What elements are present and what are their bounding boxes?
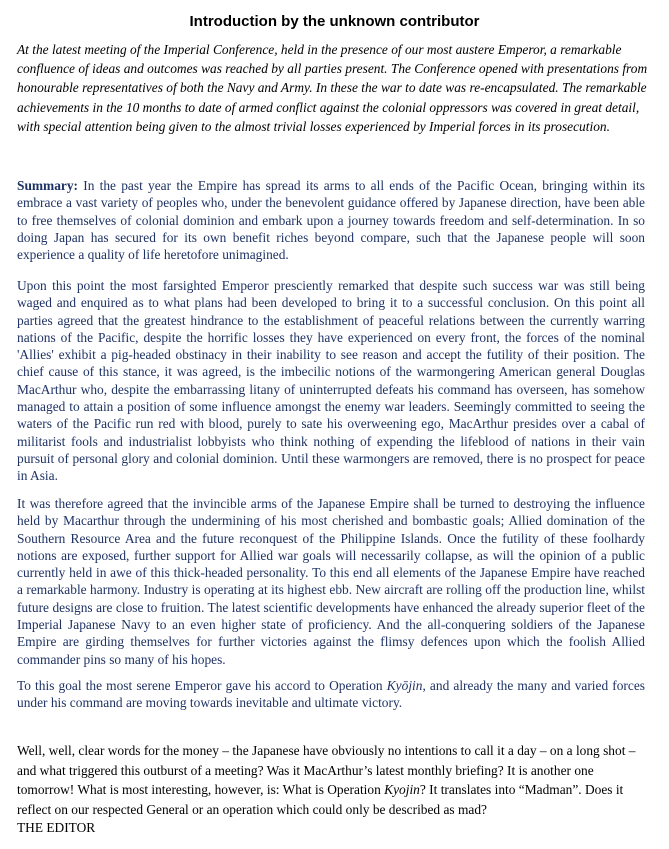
operation-name: Kyōjin [386, 678, 423, 693]
intro-paragraph: At the latest meeting of the Imperial Conference, held in the presence of our most austere Emperor, a remarkable confluence of ideas and outcomes was reached by all parties present. The Conference opened with presentations from honourable representatives of both the Navy and Army. In these the war to date was re-encapsulated. The remarkable achievements in the 10 months to date of armed conflict against the colonial oppressors was covered in great detail, with special attention being given to the almost trivial losses experienced by Imperial forces in its prosecution. [17, 42, 648, 134]
summary-paragraph [17, 177, 645, 263]
editor-comment [17, 741, 653, 819]
editor-signature: THE EDITOR [17, 820, 96, 835]
paragraph-4-before: To this goal the most serene Emperor gave his accord to Operation [17, 678, 387, 693]
body-paragraph-2: Upon this point the most farsighted Emperor presciently remarked that despite such success war was still being waged and enquired as to what plans had been developed to bring it to a successful conclusion. On this point all parties agreed that the greatest hindrance to the establishment of peaceful relations between the currently warring nations of the Pacific, despite the horrific losses they have experienced on every front, the forces of the nominal 'Allies' exhibit a pig-headed obstinacy in their inability to see reason and accept the futility of their position. The chief cause of this stance, it was agreed, is the imbecilic notions of the warmongering American general Douglas MacArthur who, despite the embarrassing litany of uninterrupted defeats his command has overseen, has somehow managed to attain a position of some influence amongst the enemy war leaders. Seemingly committed to seeing the waters of the Pacific run red with blood, purely to sate his overweening ego, MacArthur presides over a cabal of militarist fools and industrialist lobbyists who think nothing of expending the lifeblood of nations in their vain pursuit of personal glory and colonial dominion. Until these warmongers are removed, there is no prospect for peace in Asia. [17, 278, 645, 484]
summary-label: Summary: [17, 178, 78, 193]
summary-text: In the past year the Empire has spread its arms to all ends of the Pacific Ocean, bringing within its embrace a vast variety of peoples who, under the benevolent guidance offered by Japanese direction, have been able to free themselves of colonial dominion and embark upon a journey towards freedom and self-determination. In so doing Japan has secured for its own benefit riches beyond compare, such that the Japanese people will soon experience a quality of life heretofore unimagined. [17, 178, 645, 263]
editor-comment-before: Well, well, clear words for the money – the Japanese have obviously no intentions to call it a day – on a long shot – and what triggered this outburst of a meeting? Was it MacArthur’s latest monthly briefing? It is another one tomorrow! What is most interesting, however, is: What is Operation [17, 743, 636, 797]
document-title: Introduction by the unknown contributor [189, 13, 480, 30]
editor-comment-after: ? It translates into “Madman”. Does it reflect on our respected General or an operation which could only be described as mad? [17, 782, 624, 817]
paragraph-4-after: , and already the many and varied forces under his command are moving towards inevitable and ultimate victory. [17, 678, 645, 711]
editor-operation-name: Kyojin [384, 782, 420, 797]
body-paragraph-4 [17, 677, 645, 712]
body-paragraph-3: It was therefore agreed that the invincible arms of the Japanese Empire shall be turned to destroying the influence held by Macarthur through the undermining of his most cherished and bombastic goals; Allied domination of the Southern Resource Area and the future reconquest of the Philippine Islands. Once the futility of these foolhardy notions are exposed, further support for Allied war goals will necessarily collapse, as will the opinion of a public currently held in awe of this thick-headed personality. To this end all elements of the Japanese Empire have reached a remarkable harmony. Industry is operating at its highest ebb. New aircraft are rolling off the production line, whilst future designs are close to fruition. The latest scientific developments have enhanced the already superior fleet of the Imperial Japanese Navy to an even higher state of proficiency. And the all-conquering soldiers of the Japanese Empire are girding themselves for further victories against the flimsy defences upon which the foolish Allied commander pins so many of his hopes. [17, 496, 645, 667]
